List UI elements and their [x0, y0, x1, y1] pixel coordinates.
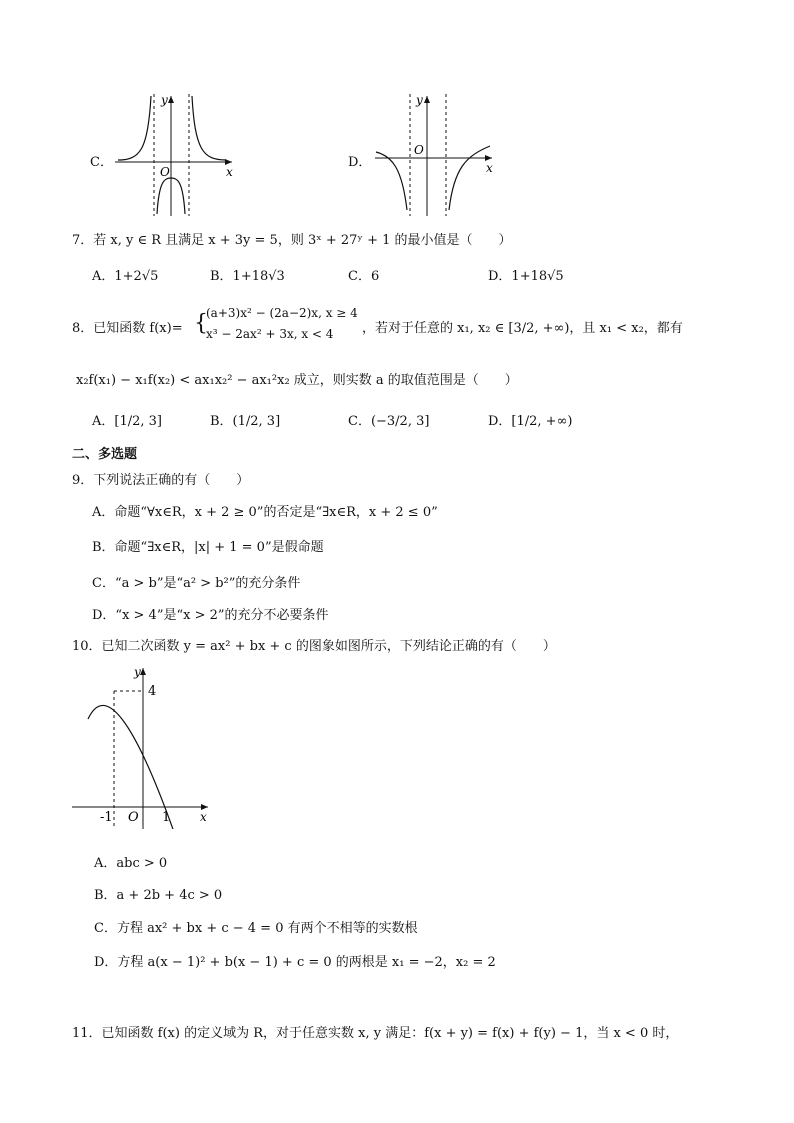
graph-d-curve-left	[376, 152, 407, 210]
q10-y-label: y	[134, 665, 141, 679]
graph-c-y-label: y	[161, 93, 168, 107]
question-9: 9．下列说法正确的有（ ）	[72, 473, 250, 488]
q8-option-c: C．(−3/2, 3]	[348, 414, 430, 429]
q10-neg-one: -1	[100, 810, 113, 825]
q10-option-a: A．abc > 0	[94, 856, 168, 871]
question-8-stem-tail: ，若对于任意的 x₁, x₂ ∈ [3/2, +∞)，且 x₁ < x₂，都有	[362, 321, 683, 336]
q9-option-c: C．“a > b”是“a² > b²”的充分条件	[92, 576, 301, 591]
q10-option-b: B．a + 2b + 4c > 0	[94, 888, 223, 903]
q10-top-value: 4	[148, 684, 157, 699]
q10-origin: O	[128, 810, 139, 825]
graph-c-y-arrow	[168, 96, 174, 103]
q9-option-d: D．“x > 4”是“x > 2”的充分不必要条件	[92, 608, 329, 623]
q8-option-a: A．[1/2, 3]	[92, 414, 162, 429]
graph-d-x-label: x	[486, 161, 493, 175]
question-10: 10．已知二次函数 y = ax² + bx + c 的图象如图所示，下列结论正确的有（ ）	[72, 639, 556, 654]
question-11: 11．已知函数 f(x) 的定义域为 R，对于任意实数 x, y 满足：f(x + y) = f(x) + f(y) − 1，当 x < 0 时，	[72, 1026, 679, 1041]
q7-option-a: A．1+2√5	[92, 269, 159, 284]
graph-c-curve-left	[118, 96, 151, 160]
q10-option-d: D．方程 a(x − 1)² + b(x − 1) + c = 0 的两根是 x₁ = −2，x₂ = 2	[94, 955, 496, 970]
q7-option-d: D．1+18√5	[488, 269, 564, 284]
q10-parabola-graph	[70, 664, 215, 829]
q10-option-c: C．方程 ax² + bx + c − 4 = 0 有两个不相等的实数根	[94, 921, 418, 936]
graph-d-y-arrow	[424, 96, 430, 103]
q9-option-b: B．命题“∃x∈R，|x| + 1 = 0”是假命题	[92, 540, 324, 555]
graph-d-origin: O	[414, 143, 424, 157]
question-8-line-2: x₂f(x₁) − x₁f(x₂) < ax₁x₂² − ax₁²x₂ 成立，则实数 a 的取值范围是（ ）	[76, 373, 518, 388]
graph-d-y-label: y	[416, 93, 423, 107]
q7-option-b: B．1+18√3	[210, 269, 285, 284]
question-8-stem: 8．已知函数 f(x)=	[72, 321, 183, 336]
q10-y-arrow	[140, 668, 146, 675]
graph-c-x-label: x	[226, 165, 233, 179]
graph-d	[370, 90, 500, 220]
graph-c-origin: O	[160, 165, 170, 179]
section-heading: 二、多选题	[72, 447, 138, 462]
q8-option-d: D．[1/2, +∞)	[488, 414, 573, 429]
q8-brace: {	[194, 311, 208, 336]
graph-c-curve-right	[192, 96, 226, 160]
q10-x-label: x	[200, 810, 207, 824]
graph-d-curve-right	[449, 146, 490, 210]
q8-case-1: (a+3)x² − (2a−2)x, x ≥ 4	[206, 306, 358, 320]
option-c-label: C．	[90, 155, 113, 170]
q10-one: 1	[162, 810, 171, 825]
option-d-label: D．	[348, 155, 372, 170]
q8-option-b: B．(1/2, 3]	[210, 414, 281, 429]
q7-option-c: C．6	[348, 269, 380, 284]
graph-c	[110, 90, 240, 220]
q9-option-a: A．命题“∀x∈R，x + 2 ≥ 0”的否定是“∃x∈R，x + 2 ≤ 0”	[92, 505, 438, 520]
q8-case-2: x³ − 2ax² + 3x, x < 4	[206, 327, 334, 341]
question-7: 7．若 x, y ∈ R 且满足 x + 3y = 5，则 3ˣ + 27ʸ + 1 的最小值是（ ）	[72, 233, 512, 248]
